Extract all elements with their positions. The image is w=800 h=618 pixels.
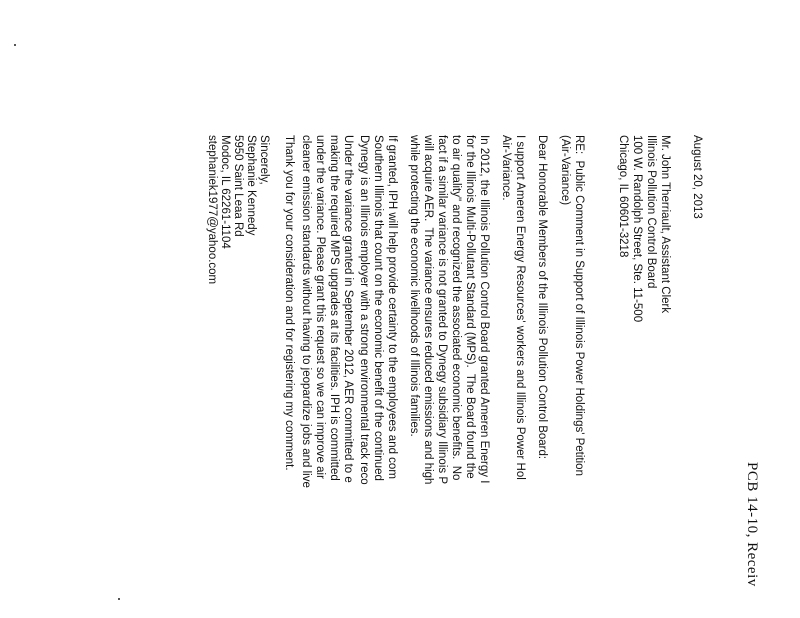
paragraph-1-line-1: I support Ameren Energy Resources' workers and Illinois Power Hol xyxy=(514,135,526,480)
scan-speck xyxy=(14,44,16,46)
recipient-line-2: Illinois Pollution Control Board xyxy=(645,135,657,289)
recipient-line-3: 100 W. Randolph Street, Ste. 11-500 xyxy=(631,135,643,323)
signoff-line-2: Stephanie Kennedy xyxy=(245,135,257,236)
paragraph-4-line-3: under the variance. Please grant this request so we can improve air xyxy=(314,135,326,479)
paragraph-2-line-2: for the Illinois Multi-Pollutant Standard (MPS). The Board found the xyxy=(464,135,476,479)
paragraph-2-line-5: will acquire AER. The variance ensures reduced emissions and high xyxy=(422,135,434,485)
paragraph-2-line-4: fact if a similar variance is not granted to Dynegy subsidiary Illinois P xyxy=(436,135,448,484)
signoff-line-1: Sincerely, xyxy=(258,135,270,185)
paragraph-2-line-3: to air quality" and recognized the associated economic benefits. No xyxy=(450,135,462,481)
salutation: Dear Honorable Members of the Illinois Pollution Control Board: xyxy=(536,135,548,460)
recipient-line-4: Chicago, IL 60601-3218 xyxy=(617,135,629,258)
paragraph-4-line-2: making the required MPS upgrades at its facilities. IPH is committed xyxy=(328,135,340,481)
paragraph-3-line-3: Dynegy is an Illinois employer with a strong environmental track reco xyxy=(358,135,370,485)
paragraph-4-line-1: Under the variance granted in September 2012, AER committed to e xyxy=(342,135,354,483)
scan-speck xyxy=(118,598,120,600)
re-line-1: RE: Public Comment in Support of Illinois Power Holdings' Petition xyxy=(573,135,585,476)
recipient-line-1: Mr. John Therriault, Assistant Clerk xyxy=(659,135,671,314)
closing-thanks: Thank you for your consideration and for registering my comment. xyxy=(283,135,295,471)
signoff-line-3: 5950 Saint Leaa Rd xyxy=(232,135,244,237)
letter-date: August 20, 2013 xyxy=(691,135,703,219)
re-line-2: (Air-Variance) xyxy=(559,135,571,206)
paragraph-2-line-1: In 2012, the Illinois Pollution Control Board granted Ameren Energy I xyxy=(478,135,490,484)
paragraph-1-line-2: Air-Variance. xyxy=(500,135,512,201)
docket-header: PCB 14-10, Receiv xyxy=(744,462,760,587)
paragraph-3-line-2: Southern Illinois that count on the economic benefit of the continued xyxy=(372,135,384,481)
signoff-line-4: Modoc, IL 62261-1104 xyxy=(219,135,231,249)
paragraph-4-line-4: cleaner emission standards without having to jeopardize jobs and live xyxy=(300,135,312,488)
paragraph-3-line-1: If granted, IPH will help provide certainty to the employees and com xyxy=(386,135,398,479)
paragraph-2-line-6: while protecting the economic livelihoods of Illinois families. xyxy=(408,135,420,437)
signoff-line-5: stephaniek1977@yahoo.com xyxy=(206,135,218,285)
